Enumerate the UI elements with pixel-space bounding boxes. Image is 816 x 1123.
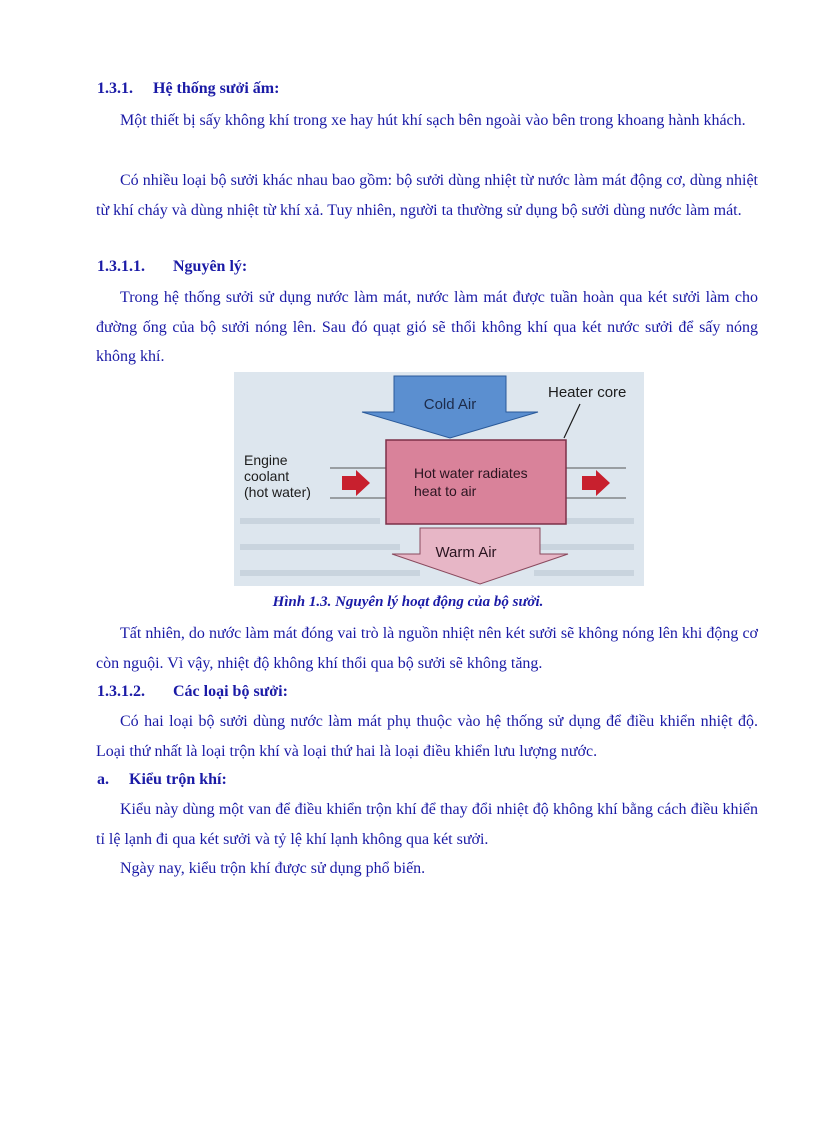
- paragraph-text: Trong hệ thống sưởi sử dụng nước làm mát, nước làm mát được tuần hoàn qua két sưởi làm cho đường ống của bộ sưởi nóng lên. Sau đó quạt gió sẽ thổi không khí qua két nước sưởi để sấy nóng không khí.: [96, 289, 758, 365]
- heater-principle-figure: [234, 372, 644, 586]
- heater-diagram: [234, 372, 644, 586]
- subsection-number: 1.3.1.2.: [97, 683, 145, 700]
- figure-caption: Hình 1.3. Nguyên lý hoạt động của bộ sưởi.: [272, 594, 544, 610]
- paragraph-text: Kiểu này dùng một van để điều khiển trộn khí để thay đổi nhiệt độ không khí bằng cách điều khiển tỉ lệ lạnh đi qua két sưởi và tỷ lệ khí lạnh không qua két sưởi.: [96, 801, 758, 848]
- paragraph-text: Tất nhiên, do nước làm mát đóng vai trò là nguồn nhiệt nên két sưởi sẽ không nóng lên khi động cơ còn nguội. Vì vậy, nhiệt độ không khí thổi qua bộ sưởi sẽ không tăng.: [96, 625, 758, 672]
- engine-coolant-line-3: (hot water): [244, 484, 311, 500]
- core-text-line-2: heat to air: [414, 483, 477, 499]
- paragraph-text: Có hai loại bộ sưởi dùng nước làm mát phụ thuộc vào hệ thống sử dụng để điều khiển nhiệt độ. Loại thứ nhất là loại trộn khí và loại thứ hai là loại điều khiển lưu lượng nước.: [96, 713, 758, 760]
- core-text-line-1: Hot water radiates: [414, 465, 528, 481]
- cold-air-label: Cold Air: [423, 396, 477, 413]
- section-heading: [97, 80, 279, 98]
- section-title: Hệ thống sưởi ấm:: [153, 80, 280, 97]
- heater-core-label: Heater core: [548, 384, 627, 401]
- item-label: a.: [97, 771, 109, 788]
- subsection-number: 1.3.1.1.: [97, 258, 145, 275]
- item-heading-air-mix: [97, 771, 227, 789]
- paragraph-air-mix-usage: [96, 854, 758, 884]
- heater-core-box: [386, 440, 566, 524]
- warm-air-label: Warm Air: [435, 544, 497, 561]
- paragraph-principle: [96, 283, 758, 372]
- paragraph-text: Có nhiều loại bộ sưởi khác nhau bao gồm: bộ sưởi dùng nhiệt từ nước làm mát động cơ, dùng nhiệt từ khí cháy và dùng nhiệt từ khí xả. Tuy nhiên, người ta thường sử dụng bộ sưởi dùng nước làm mát.: [96, 172, 758, 219]
- item-title: Kiểu trộn khí:: [129, 771, 227, 788]
- section-number: 1.3.1.: [97, 80, 133, 97]
- subsection-title: Nguyên lý:: [173, 258, 248, 275]
- subsection-title: Các loại bộ sưởi:: [173, 683, 288, 700]
- paragraph-text: Một thiết bị sấy không khí trong xe hay hút khí sạch bên ngoài vào bên trong khoang hành khách.: [120, 112, 746, 129]
- engine-coolant-line-2: coolant: [244, 468, 290, 484]
- subsection-heading-types: [97, 683, 288, 701]
- paragraph-after-figure: [96, 619, 758, 678]
- subsection-heading-principle: [97, 258, 247, 276]
- paragraph-text: Ngày nay, kiểu trộn khí được sử dụng phổ biến.: [120, 860, 426, 877]
- paragraph-types: [96, 707, 758, 766]
- paragraph-air-mix: [96, 795, 758, 854]
- paragraph-intro: [96, 106, 758, 136]
- engine-coolant-line-1: Engine: [244, 452, 288, 468]
- paragraph-heater-types: [96, 166, 758, 225]
